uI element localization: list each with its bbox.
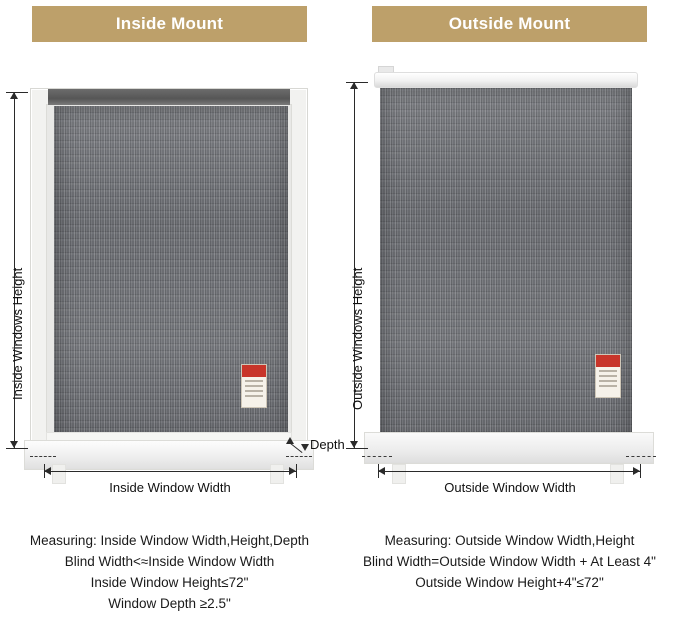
inside-mount-banner-label: Inside Mount: [115, 14, 224, 33]
warning-tag-line: [599, 370, 617, 372]
height-tick-bottom: [6, 448, 28, 449]
warning-tag-line: [245, 385, 263, 387]
width-extension-left: [30, 456, 56, 457]
width-arrow-right: [633, 467, 640, 475]
warning-tag-line: [599, 385, 617, 387]
inside-height-label: Inside Windows Height: [10, 267, 25, 400]
blind-headrail: [48, 89, 290, 105]
caption-line: Measuring: Inside Window Width,Height,Depth: [29, 533, 310, 548]
warning-tag-header: [242, 365, 266, 377]
depth-arrow-up: [286, 437, 294, 444]
width-extension-left: [362, 456, 392, 457]
height-arrow-up: [350, 82, 358, 89]
warning-tag-line: [599, 380, 617, 382]
outside-height-label: Outside Windows Height: [350, 267, 365, 410]
warning-tag-line: [245, 390, 263, 392]
inside-mount-illustration: [0, 58, 339, 478]
depth-arrow-down: [301, 444, 309, 451]
blind-headrail: [374, 72, 638, 88]
outside-width-label: Outside Window Width: [444, 480, 576, 495]
caption-line: Blind Width<≈Inside Window Width: [64, 554, 275, 569]
inside-mount-caption: [0, 530, 339, 614]
height-tick-bottom: [346, 448, 368, 449]
caption-line: Measuring: Outside Window Width,Height: [384, 533, 635, 548]
width-dimension-line: [44, 471, 296, 472]
outside-mount-caption: [340, 530, 679, 593]
caption-line: Outside Window Height+4"≤72": [415, 575, 604, 590]
height-arrow-down: [350, 441, 358, 448]
width-tick-right: [296, 464, 297, 478]
outside-mount-illustration: [340, 58, 679, 478]
inside-width-label: Inside Window Width: [109, 480, 231, 495]
caption-line: Blind Width=Outside Window Width + At Least 4": [363, 554, 656, 569]
inside-depth-label: Depth: [310, 437, 345, 452]
outside-mount-banner: [372, 6, 647, 42]
warning-tag: [241, 364, 267, 408]
width-arrow-right: [289, 467, 296, 475]
warning-tag: [595, 354, 621, 398]
warning-tag-line: [245, 395, 263, 397]
width-dimension-line: [378, 471, 640, 472]
warning-tag-line: [245, 380, 263, 382]
width-tick-right: [640, 464, 641, 478]
warning-tag-header: [596, 355, 620, 367]
width-arrow-left: [44, 467, 51, 475]
height-arrow-down: [10, 441, 18, 448]
width-arrow-left: [378, 467, 385, 475]
inside-mount-banner: [32, 6, 307, 42]
width-extension-right: [626, 456, 656, 457]
warning-tag-line: [599, 375, 617, 377]
height-arrow-up: [10, 92, 18, 99]
outside-mount-panel: [340, 0, 679, 617]
caption-line: Inside Window Height≤72": [90, 575, 249, 590]
caption-line: Window Depth ≥2.5": [108, 596, 231, 611]
outside-mount-banner-label: Outside Mount: [448, 14, 571, 33]
width-extension-right: [286, 456, 312, 457]
window-sill: [364, 432, 654, 464]
